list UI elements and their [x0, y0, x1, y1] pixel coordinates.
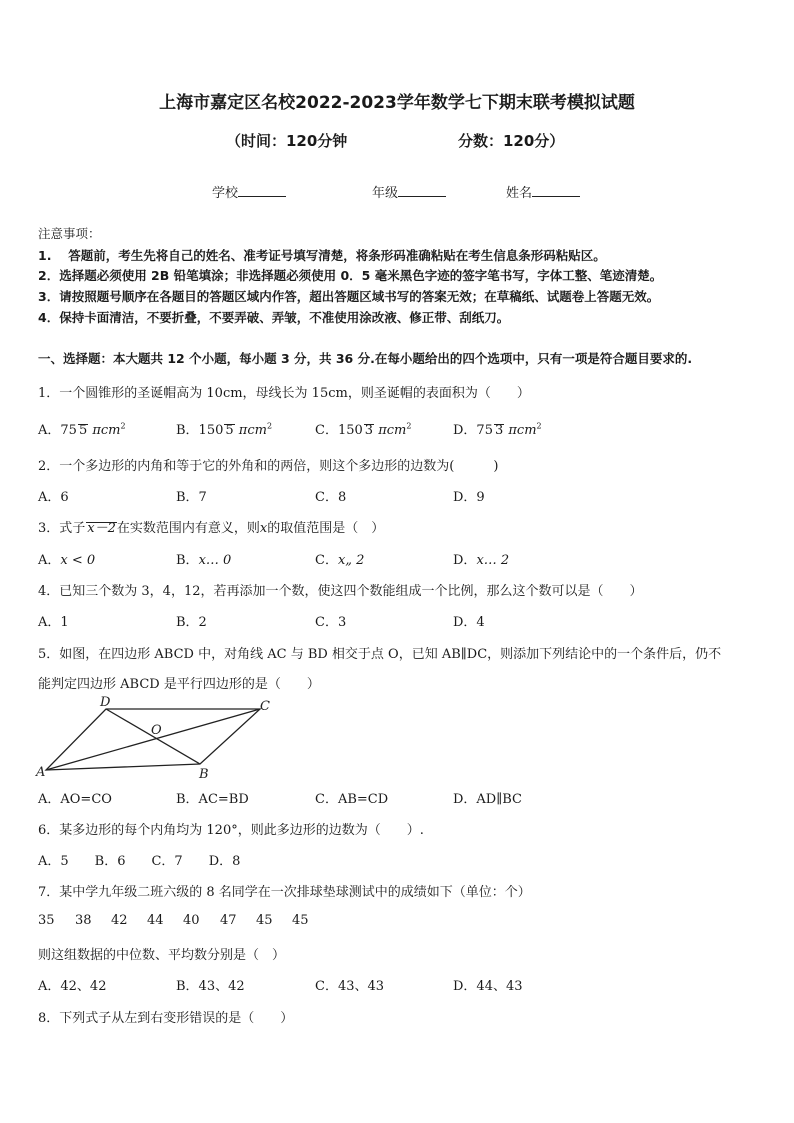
notice-item: 3．请按照题号顺序在各题目的答题区域内作答，超出答题区域书写的答案无效；在草稿纸、试题卷上答题无效。: [38, 289, 660, 304]
data-value: 42: [111, 913, 128, 928]
option-a: A．6: [38, 490, 69, 505]
grade-field: 年级: [372, 182, 446, 201]
option-b: B．7: [176, 490, 207, 505]
options-row: A．5 B．6 C．7 D．8: [38, 854, 241, 869]
notice-item: 4．保持卡面清洁，不要折叠，不要弄破、弄皱，不准使用涂改液、修正带、刮纸刀。: [38, 310, 510, 325]
question-7-ask: 则这组数据的中位数、平均数分别是（ ）: [38, 948, 286, 963]
exam-score: 分数：120分）: [458, 132, 565, 150]
question-3: 3．式子 x－2在实数范围内有意义，则x的取值范围是（ ）: [38, 521, 385, 536]
question-7: 7．某中学九年级二班六级的 8 名同学在一次排球垫球测试中的成绩如下（单位：个）: [38, 885, 531, 900]
label-d: D: [100, 695, 111, 710]
question-1: 1．一个圆锥形的圣诞帽高为 10cm，母线长为 15cm，则圣诞帽的表面积为（ ）: [38, 386, 530, 401]
option-c: C．43、43: [315, 979, 385, 994]
label-o: O: [151, 723, 162, 738]
name-field: 姓名: [506, 182, 580, 201]
option-c: C．x„ 2: [315, 553, 365, 568]
data-value: 47: [220, 913, 237, 928]
notice-heading: 注意事项：: [38, 226, 101, 241]
notice-item: 1. 答题前，考生先将自己的姓名、准考证号填写清楚，将条形码准确粘贴在考生信息条形码粘贴区。: [38, 248, 606, 263]
page-title: 上海市嘉定区名校2022-2023学年数学七下期末联考模拟试题: [159, 93, 635, 113]
option-a: A．AO=CO: [38, 792, 112, 807]
option-d: D．x… 2: [453, 553, 510, 568]
option-a: A．x < 0: [38, 553, 96, 568]
school-field: 学校: [212, 182, 286, 201]
option-a: A．42、42: [38, 979, 107, 994]
option-d: D．AD∥BC: [453, 792, 522, 807]
data-value: 38: [75, 913, 92, 928]
label-a: A: [36, 765, 46, 780]
option-b: B．AC=BD: [176, 792, 249, 807]
option-c: C．150 3 πcm$^2$: [315, 421, 412, 438]
question-8: 8．下列式子从左到右变形错误的是（ ）: [38, 1011, 294, 1026]
question-6: 6．某多边形的每个内角均为 120°，则此多边形的边数为（ ）.: [38, 823, 424, 838]
option-b: B．150 5 πcm$^2$: [176, 421, 273, 438]
data-value: 45: [256, 913, 273, 928]
option-a: A．1: [38, 615, 69, 630]
notice-item: 2．选择题必须使用 2B 铅笔填涂；非选择题必须使用 0．5 毫米黑色字迹的签字笔书写，字体工整、笔迹清楚。: [38, 268, 663, 283]
diagonal-ac: [46, 709, 260, 770]
option-c: C．3: [315, 615, 347, 630]
question-5-cont: 能判定四边形 ABCD 是平行四边形的是（ ）: [38, 677, 320, 692]
data-value: 44: [147, 913, 164, 928]
option-d: D．9: [453, 490, 485, 505]
option-b: B．2: [176, 615, 207, 630]
option-b: B．x… 0: [176, 553, 232, 568]
option-b: B．43、42: [176, 979, 245, 994]
option-d: D．44、43: [453, 979, 523, 994]
option-d: D．75 3 πcm$^2$: [453, 421, 542, 438]
parallelogram-figure: [30, 694, 280, 784]
question-2: 2．一个多边形的内角和等于它的外角和的两倍，则这个多边形的边数为( ): [38, 459, 499, 474]
data-value: 45: [292, 913, 309, 928]
section-heading: 一、选择题：本大题共 12 个小题，每小题 3 分，共 36 分.在每小题给出的四个选项中，只有一项是符合题目要求的.: [38, 351, 693, 366]
data-value: 35: [38, 913, 55, 928]
option-c: C．8: [315, 490, 347, 505]
option-d: D．4: [453, 615, 485, 630]
label-b: B: [199, 767, 209, 782]
option-c: C．AB=CD: [315, 792, 389, 807]
question-5: 5．如图，在四边形 ABCD 中，对角线 AC 与 BD 相交于点 O，已知 AB∥DC，则添加下列结论中的一个条件后，仍不: [38, 647, 722, 662]
label-c: C: [260, 699, 270, 714]
exam-time: （时间：120分钟: [226, 132, 348, 150]
option-a: A．75 5 πcm$^2$: [38, 421, 126, 438]
data-value: 40: [183, 913, 200, 928]
question-4: 4．已知三个数为 3，4，12，若再添加一个数，使这四个数能组成一个比例，那么这个数可以是（ ）: [38, 584, 643, 599]
